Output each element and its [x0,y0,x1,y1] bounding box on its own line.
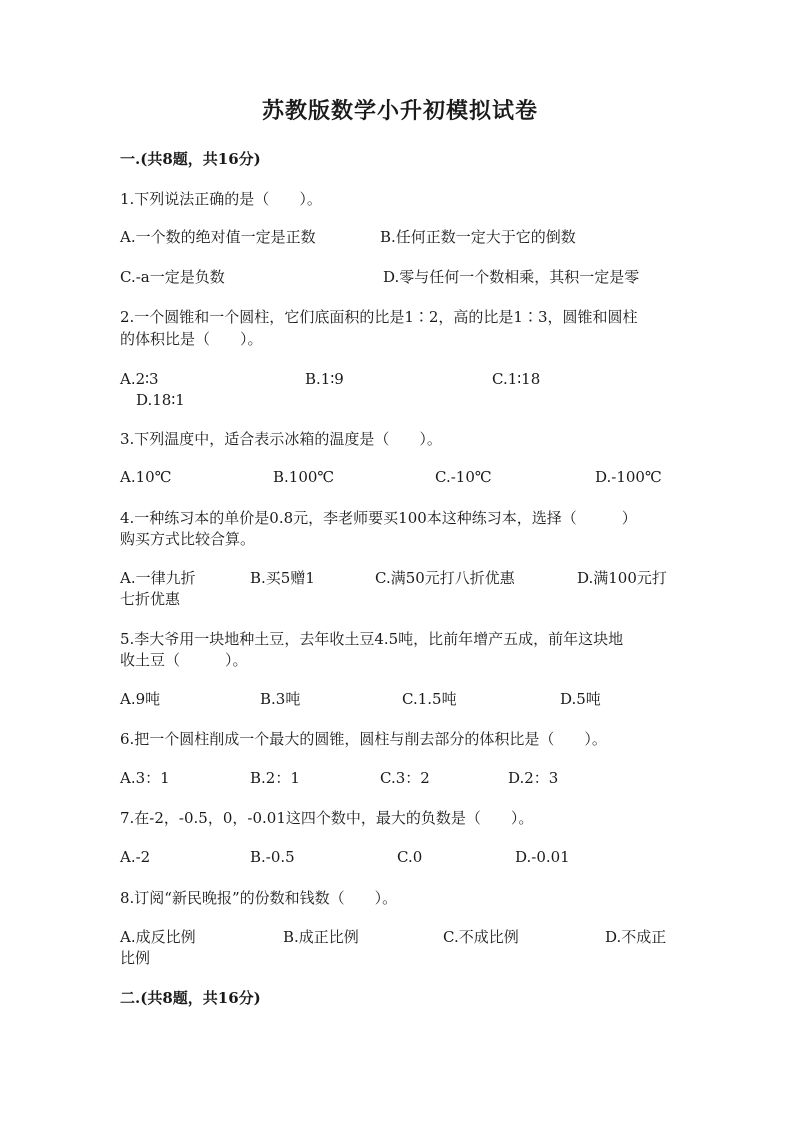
option-d: D.2：3 [508,769,559,787]
question-stem: 5.李大爷用一块地种土豆，去年收土豆4.5吨，比前年增产五成，前年这块地 [120,630,624,648]
option-d: D.不成正 [605,928,667,946]
option-a: A.成反比例 [120,928,196,946]
question-stem: 6.把一个圆柱削成一个最大的圆锥，圆柱与削去部分的体积比是（ ）。 [120,730,607,748]
section-heading-1: 一.(共8题，共16分) [120,150,261,168]
option-d: D.18∶1 [136,391,185,409]
option-d-cont: 比例 [120,949,151,967]
question-stem: 7.在-2，-0.5，0，-0.01这四个数中，最大的负数是（ ）。 [120,809,534,827]
option-d: D.零与任何一个数相乘，其积一定是零 [383,268,640,286]
option-b: B.1∶9 [305,370,344,388]
option-c: C.1.5吨 [402,690,457,708]
option-b: B.3吨 [260,690,301,708]
option-c: C.不成比例 [443,928,519,946]
page-title: 苏教版数学小升初模拟试卷 [261,98,538,124]
option-b: B.2：1 [250,769,300,787]
question-stem-cont: 购买方式比较合算。 [120,530,256,548]
option-c: C.-a一定是负数 [120,268,225,286]
option-d: D.5吨 [560,690,601,708]
option-b: B.成正比例 [283,928,359,946]
option-b: B.100℃ [273,468,335,486]
option-d: D.-0.01 [515,848,570,866]
option-c: C.-10℃ [435,468,492,486]
question-stem-cont: 的体积比是（ ）。 [120,330,263,348]
option-d-cont: 七折优惠 [120,590,181,608]
option-a: A.9吨 [120,690,161,708]
option-d: D.满100元打 [577,569,667,587]
option-c: C.满50元打八折优惠 [375,569,515,587]
question-stem: 1.下列说法正确的是（ ）。 [120,190,322,208]
option-d: D.-100℃ [595,468,662,486]
question-stem-cont: 收土豆（ ）。 [120,651,248,669]
option-b: B.买5赠1 [250,569,315,587]
option-c: C.0 [397,848,423,866]
option-b: B.-0.5 [250,848,295,866]
option-a: A.-2 [120,848,151,866]
question-stem: 4.一种练习本的单价是0.8元，李老师要买100本这种练习本，选择（ ） [120,509,637,527]
option-a: A.一个数的绝对值一定是正数 [120,228,316,246]
question-stem: 3.下列温度中，适合表示冰箱的温度是（ ）。 [120,430,442,448]
option-a: A.2∶3 [120,370,159,388]
question-stem: 8.订阅“新民晚报”的份数和钱数（ ）。 [120,889,398,907]
option-c: C.3：2 [380,769,430,787]
section-heading-2: 二.(共8题，共16分) [120,989,261,1007]
option-a: A.一律九折 [120,569,196,587]
option-b: B.任何正数一定大于它的倒数 [380,228,576,246]
question-stem: 2.一个圆锥和一个圆柱，它们底面积的比是1∶2，高的比是1∶3，圆锥和圆柱 [120,308,638,326]
option-a: A.3：1 [120,769,170,787]
option-c: C.1∶18 [492,370,541,388]
option-a: A.10℃ [120,468,172,486]
